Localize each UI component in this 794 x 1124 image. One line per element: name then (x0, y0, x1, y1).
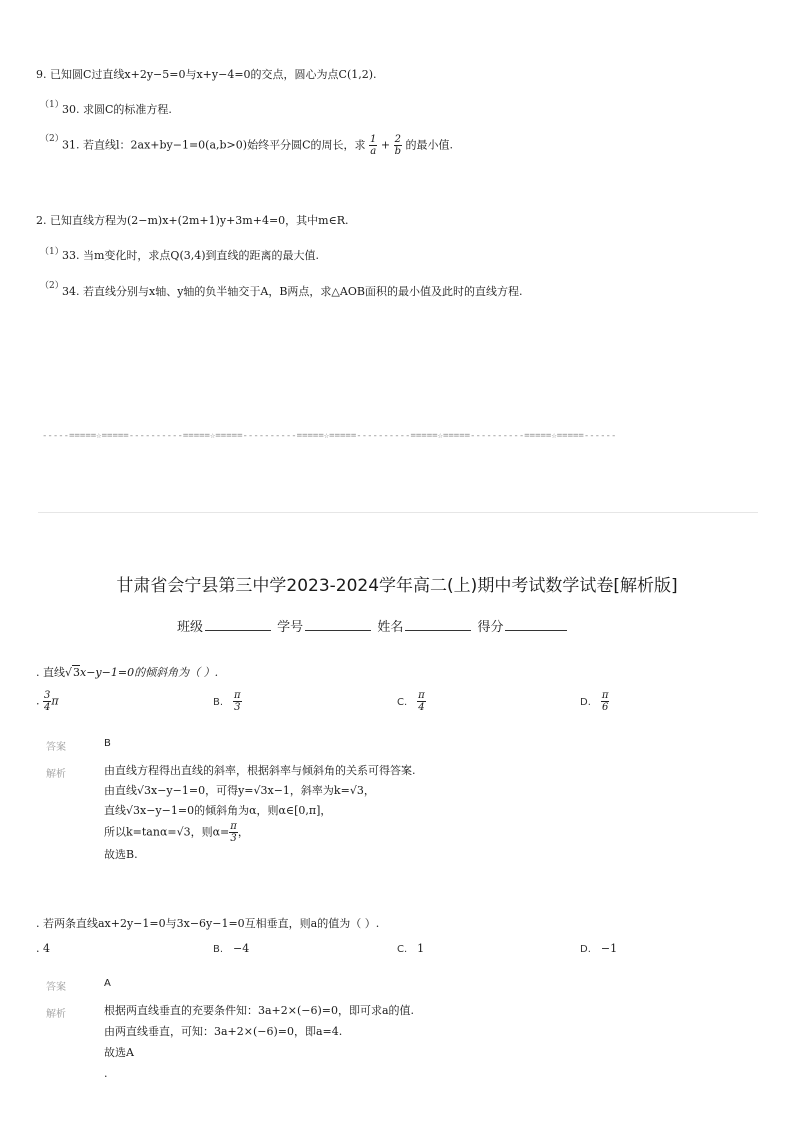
q1-analysis-line-3: 直线√3x−y−1=0的倾斜角为α，则α∈[0,π]， (104, 804, 332, 817)
q2-option-d[interactable] (580, 942, 617, 955)
q1-stem-pre: . 直线 (36, 666, 65, 679)
q1-option-b-frac (233, 690, 242, 713)
student-id-blank[interactable] (305, 619, 371, 631)
q2-option-d-value: −1 (600, 942, 618, 955)
student-id-label: 学号 (277, 620, 304, 635)
name-label: 姓名 (377, 620, 404, 635)
q1-option-a[interactable]: . $\frac{3}{4}$ π (36, 690, 59, 713)
q1-option-d-frac (601, 690, 610, 713)
q1-option-c-den: 4 (418, 702, 425, 713)
q31-frac-2 (394, 134, 402, 157)
q1-option-b-letter: B. (213, 696, 224, 708)
q31-text-pre: 31. 若直线l：2ax+by−1=0(a,b>0)始终平分圆C的周长，求 (62, 138, 366, 152)
q1-option-c-num: π (418, 690, 425, 701)
q31-frac-2-den: b (394, 146, 401, 157)
q1-stem-post: x−y−1=0的倾斜角为（ ）. (80, 666, 219, 679)
q2-analysis (104, 1000, 414, 1084)
q2-analysis-line-3: 故选A (104, 1046, 134, 1059)
page-separator (38, 512, 758, 513)
q2-option-b-letter: B. (213, 944, 224, 955)
q1-option-c-letter: C. (397, 696, 408, 708)
q33-text: 33. 当m变化时，求点Q(3,4)到直线的距离的最大值. (62, 249, 320, 262)
q31-text-post: 的最小值. (405, 138, 453, 152)
student-info-row (177, 616, 569, 635)
q1-option-a-num: 3 (44, 690, 51, 701)
q31-frac-1-num: 1 (369, 134, 377, 145)
q1-option-d-num: π (601, 690, 609, 701)
q31-plus: + (380, 138, 391, 152)
q2-analysis-line-2: 由两直线垂直，可知：3a+2×(−6)=0，即a=4. (104, 1025, 343, 1038)
q31-frac-2-num: 2 (394, 134, 401, 145)
q1-analysis-frac-den: 3 (230, 833, 237, 844)
q1-analysis-line-2: 由直线√3x−y−1=0，可得y=√3x−1，斜率为k=√3， (104, 784, 375, 797)
q1-analysis-frac-num: π (230, 821, 237, 832)
q30-text: 30. 求圆C的标准方程. (62, 103, 172, 116)
q9-sub2-number: （2） (40, 134, 64, 144)
q2-stem: . 若两条直线ax+2y−1=0与3x−6y−1=0互相垂直，则a的值为（ ）. (36, 917, 380, 930)
q1-analysis-line-4-pre: 所以k=tanα=√3，则α= (104, 825, 230, 839)
q1-option-a-pi: π (51, 694, 59, 708)
q1-sqrt-value: 3 (73, 666, 81, 679)
q34-text: 34. 若直线分别与x轴、y轴的负半轴交于A，B两点，求△AOB面积的最小值及此时的直线方程. (62, 285, 523, 298)
q1-analysis-line-4-post: ， (237, 825, 249, 839)
class-label: 班级 (177, 620, 204, 635)
q2-answer: A (104, 978, 111, 989)
q9-number: 9. (36, 68, 47, 81)
q2-analysis-line-4: . (104, 1067, 108, 1080)
q2-answer-label: 答案 (46, 982, 66, 993)
q1-answer-label: 答案 (46, 742, 66, 753)
score-blank[interactable] (505, 619, 567, 631)
q9-text: 已知圆C过直线x+2y−5=0与x+y−4=0的交点，圆心为点C(1,2). (50, 68, 377, 81)
q12-sub2-number: （2） (40, 281, 64, 291)
q9-stem (36, 66, 377, 82)
q2-option-d-letter: D. (580, 944, 591, 955)
q1-option-c[interactable] (397, 690, 426, 713)
q1-option-a-den: 4 (44, 702, 51, 713)
q1-analysis-line-4 (104, 821, 416, 845)
q1-option-b[interactable] (213, 690, 242, 713)
q2-option-c-value: 1 (417, 942, 425, 955)
q1-answer: B (104, 738, 111, 749)
exam-title: 甘肃省会宁县第三中学2023-2024学年高二(上)期中考试数学试卷[解析版] (116, 576, 678, 596)
q12-sub1-number: （1） (40, 247, 64, 257)
q12-stem (36, 212, 349, 228)
q2-analysis-label: 解析 (46, 1009, 66, 1020)
q1-option-d-letter: D. (580, 696, 591, 708)
q31-frac-1 (369, 134, 377, 157)
q31-text (62, 134, 453, 157)
q12-text: 已知直线方程为(2−m)x+(2m+1)y+3m+4=0，其中m∈R. (50, 214, 349, 227)
q1-option-c-frac (417, 690, 426, 713)
q1-analysis-line-1: 由直线方程得出直线的斜率，根据斜率与倾斜角的关系可得答案. (104, 764, 416, 777)
q2-option-a[interactable]: . 4 (36, 942, 50, 955)
star-divider: -----=====☆=====----------=====☆=====----------=====☆=====----------=====☆=====----------=====☆=====------ (42, 431, 617, 441)
q1-analysis-frac (229, 821, 238, 844)
score-label: 得分 (477, 620, 504, 635)
name-blank[interactable] (405, 619, 471, 631)
q1-option-b-num: π (234, 690, 241, 701)
q1-option-d[interactable] (580, 690, 609, 713)
q1-option-b-den: 3 (234, 702, 241, 713)
q1-analysis-label: 解析 (46, 769, 66, 780)
q1-stem: . 直线√3x−y−1=0的倾斜角为（ ）. (36, 666, 219, 679)
q2-option-a-value: 4 (43, 942, 50, 955)
q31-frac-1-den: a (370, 146, 377, 157)
q9-sub1-number: （1） (40, 100, 64, 110)
q2-option-c-letter: C. (397, 944, 408, 955)
q1-analysis-line-5: 故选B. (104, 848, 138, 861)
q12-number: 2. (36, 214, 47, 227)
q2-option-c[interactable] (397, 942, 424, 955)
q2-analysis-line-1: 根据两直线垂直的充要条件知：3a+2×(−6)=0，即可求a的值. (104, 1004, 415, 1017)
class-blank[interactable] (205, 619, 271, 631)
q2-option-b[interactable] (213, 942, 249, 955)
q2-option-b-value: −4 (233, 942, 250, 955)
q1-option-d-den: 6 (601, 702, 609, 713)
q1-analysis (104, 761, 416, 865)
